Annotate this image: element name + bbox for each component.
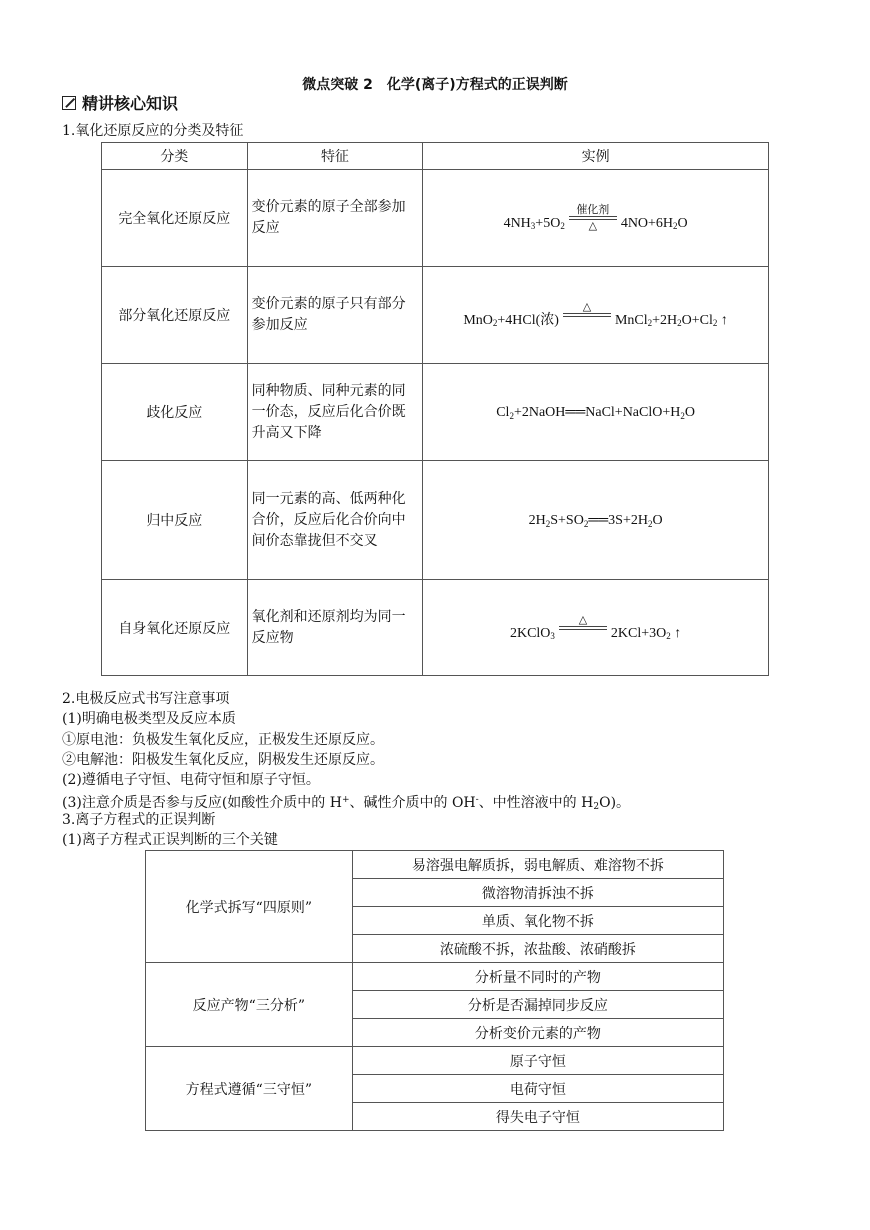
heading-2: 2.电极反应式书写注意事项 (62, 691, 230, 707)
header-example: 实例 (423, 143, 769, 170)
text: (3)注意介质是否参与反应(如酸性介质中的 H (62, 795, 342, 811)
header-feature: 特征 (247, 143, 423, 170)
equation: 2H 2 S+SO 2 ══ 3S+2H $_2$ O (528, 512, 663, 529)
table-row (102, 580, 769, 676)
page-title: 微点突破 2 化学(离子)方程式的正误判断 (302, 77, 568, 93)
row-type: 自身氧化还原反应 (102, 580, 248, 676)
s2-line-2: ①原电池：负极发生氧化反应，正极发生还原反应。 (62, 732, 384, 748)
reaction-condition (559, 614, 607, 642)
subscript: 2 (593, 802, 600, 812)
charge: - (475, 795, 479, 805)
s3-line-1: (1)离子方程式正误判断的三个关键 (62, 832, 278, 848)
equation: $4NH_3+5O_2$ 催化剂 △ $4NO+6H_2O$ (503, 203, 688, 232)
row-type: 归中反应 (102, 461, 248, 580)
feature-line: 变价元素的原子只有部分 (251, 296, 406, 312)
row-example (423, 461, 769, 580)
s2-line-1: (1)明确电极类型及反应本质 (62, 711, 236, 727)
feature-line: 变价元素的原子全部参加 (251, 199, 406, 215)
text: 、碱性介质中的 OH (349, 795, 476, 811)
feature-line: 反应 (251, 220, 280, 236)
section-heading (62, 91, 178, 114)
ionic-equation-table (145, 850, 724, 1131)
rule-item: 原子守恒 (352, 1047, 723, 1075)
row-example (423, 580, 769, 676)
group-label: 化学式拆写“四原则” (146, 851, 353, 963)
row-feature (247, 267, 423, 364)
row-feature (247, 170, 423, 267)
row-feature (247, 364, 423, 461)
rule-item: 分析变价元素的产物 (352, 1019, 723, 1047)
charge: + (341, 795, 350, 805)
heading-1: 1.氧化还原反应的分类及特征 (62, 123, 244, 139)
table-row (102, 267, 769, 364)
rule-item: 易溶强电解质拆，弱电解质、难溶物不拆 (352, 851, 723, 879)
edit-box-icon (62, 96, 76, 110)
row-example (423, 267, 769, 364)
header-category: 分类 (102, 143, 248, 170)
heat-icon: △ (582, 300, 592, 313)
feature-line: 氧化剂和还原剂均为同一 (251, 608, 406, 625)
table-row (146, 963, 724, 991)
rule-item: 分析量不同时的产物 (352, 963, 723, 991)
row-type: 部分氧化还原反应 (102, 267, 248, 364)
feature-line: 同一元素的高、低两种化 (251, 490, 406, 507)
row-type: 完全氧化还原反应 (102, 170, 248, 267)
row-example (423, 170, 769, 267)
equation: MnO$_2$+4HCl(浓) △ $MnCl_2+2H_2O+Cl_2$ ↑ (463, 300, 728, 328)
heading-3: 3.离子方程式的正误判断 (62, 812, 216, 828)
reaction-condition (563, 301, 611, 329)
equals-sign: ══ (565, 404, 586, 420)
table-row (146, 851, 724, 879)
feature-line: 一价态，反应后化合价既 (251, 403, 406, 420)
table-row (146, 1047, 724, 1075)
heat-icon: △ (578, 612, 588, 626)
equals-sign: ══ (588, 512, 609, 528)
rule-item: 电荷守恒 (352, 1075, 723, 1103)
rule-item: 浓硫酸不拆，浓盐酸、浓硝酸拆 (352, 935, 723, 963)
reaction-condition (569, 204, 617, 232)
table-row (102, 364, 769, 461)
table-row (102, 170, 769, 267)
condition-catalyst: 催化剂 (576, 203, 610, 216)
row-type: 歧化反应 (102, 364, 248, 461)
gas-arrow-icon: ↑ (674, 625, 682, 641)
equation: 2KClO$_3$ △ $2KCl+3O_2$ ↑ (509, 612, 682, 641)
table-row (102, 461, 769, 580)
feature-line: 同种物质、同种元素的同 (251, 382, 406, 399)
text: O)。 (599, 795, 631, 811)
feature-line: 间价态靠拢但不交叉 (251, 532, 378, 549)
heat-icon: △ (588, 220, 598, 232)
feature-line: 升高又下降 (251, 424, 322, 441)
redox-table-header (102, 143, 769, 170)
redox-table (101, 142, 769, 676)
gas-arrow-icon: ↑ (720, 313, 728, 328)
feature-line: 参加反应 (251, 317, 308, 333)
group-label: 方程式遵循“三守恒” (146, 1047, 353, 1131)
equation: Cl 2 +2NaOH ══ NaCl+NaClO+H $_2$ O (496, 404, 695, 421)
s2-line-3: ②电解池：阳极发生氧化反应，阴极发生还原反应。 (62, 752, 384, 768)
feature-line: 合价，反应后化合价向中 (251, 511, 406, 528)
rule-item: 微溶物清拆浊不拆 (352, 879, 723, 907)
group-label: 反应产物“三分析” (146, 963, 353, 1047)
rule-item: 得失电子守恒 (352, 1103, 723, 1131)
rule-item: 分析是否漏掉同步反应 (352, 991, 723, 1019)
rule-item: 单质、氧化物不拆 (352, 907, 723, 935)
text: 、中性溶液中的 H (478, 795, 594, 811)
row-example (423, 364, 769, 461)
s2-line-4: (2)遵循电子守恒、电荷守恒和原子守恒。 (62, 772, 320, 788)
section-heading-text: 精讲核心知识 (82, 94, 179, 113)
row-feature (247, 461, 423, 580)
row-feature (247, 580, 423, 676)
feature-line: 反应物 (251, 629, 294, 646)
